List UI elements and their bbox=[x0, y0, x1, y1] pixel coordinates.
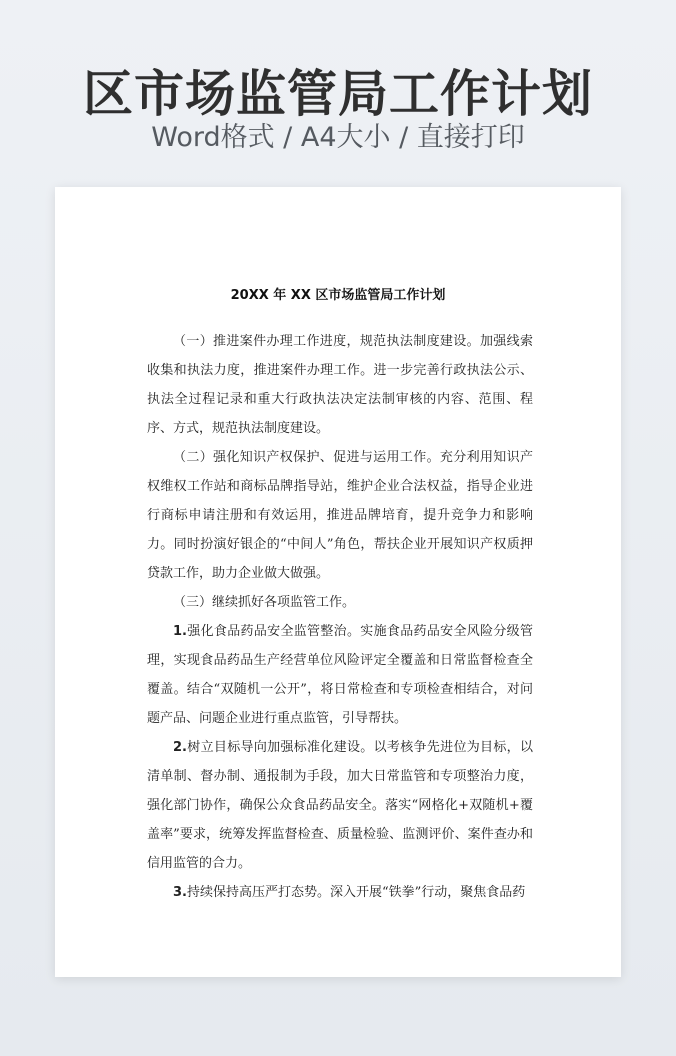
paragraph-4 bbox=[147, 617, 533, 733]
document-title: 20XX 年 XX 区市场监管局工作计划 bbox=[230, 288, 446, 303]
document-page bbox=[55, 187, 621, 977]
paragraph-5 bbox=[147, 733, 533, 878]
hero-title: 区市场监管局工作计划 bbox=[83, 65, 593, 123]
paragraph-2 bbox=[147, 443, 533, 588]
paragraph-5-text: 树立目标导向加强标准化建设。以考核争先进位为目标，以清单制、督办制、通报制为手段，加大日常监管和专项整治力度，强化部门协作，确保公众食品药品安全。落实“网格化+双随机+覆盖率”要求，统筹发挥监督检查、质量检验、监测评价、案件查办和信用监管的合力。 bbox=[147, 740, 533, 871]
hero-subtitle: Word格式 / A4大小 / 直接打印 bbox=[151, 122, 525, 153]
paragraph-1 bbox=[147, 327, 533, 443]
paragraph-6-text: 持续保持高压严打态势。深入开展“铁拳”行动，聚焦食品药 bbox=[186, 885, 526, 900]
paragraph-3 bbox=[147, 588, 533, 617]
paragraph-4-number: 1. bbox=[173, 624, 187, 639]
paragraph-5-number: 2. bbox=[173, 740, 187, 755]
paragraph-2-text: （二）强化知识产权保护、促进与运用工作。充分利用知识产权维权工作站和商标品牌指导站，维护企业合法权益，指导企业进行商标申请注册和有效运用，推进品牌培育，提升竞争力和影响力。同时扮演好银企的“中间人”角色，帮扶企业开展知识产权质押贷款工作，助力企业做大做强。 bbox=[147, 450, 533, 581]
paragraph-4-text: 强化食品药品安全监管整治。实施食品药品安全风险分级管理，实现食品药品生产经营单位风险评定全覆盖和日常监督检查全覆盖。结合“双随机一公开”，将日常检查和专项检查相结合，对问题产品、问题企业进行重点监管，引导帮扶。 bbox=[147, 624, 533, 726]
paragraph-3-text: （三）继续抓好各项监管工作。 bbox=[173, 595, 356, 610]
paragraph-6 bbox=[147, 878, 533, 907]
paragraph-6-number: 3. bbox=[173, 885, 187, 900]
paragraph-1-text: （一）推进案件办理工作进度，规范执法制度建设。加强线索收集和执法力度，推进案件办理工作。进一步完善行政执法公示、执法全过程记录和重大行政执法决定法制审核的内容、范围、程序、方式，规范执法制度建设。 bbox=[147, 334, 533, 436]
document-body bbox=[147, 327, 533, 907]
